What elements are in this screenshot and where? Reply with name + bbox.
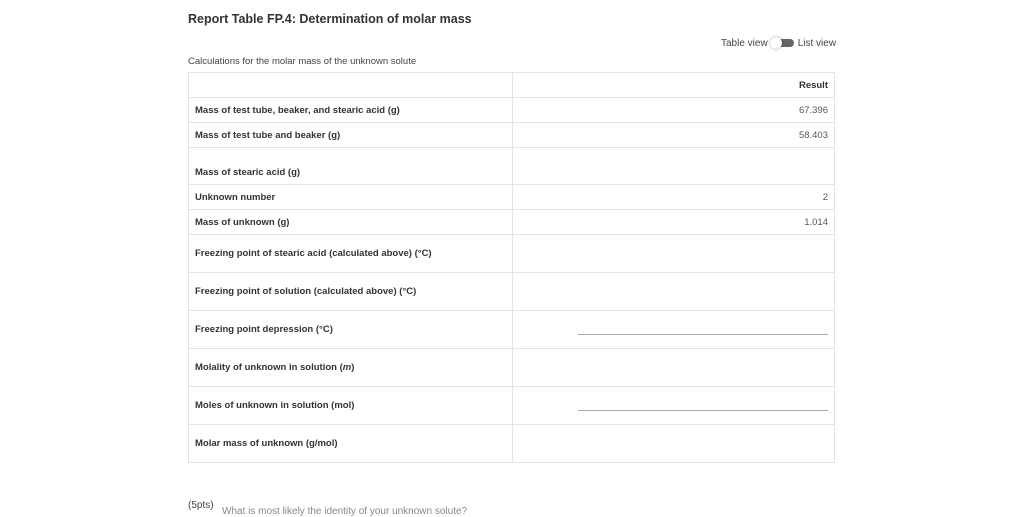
table-row [189, 235, 835, 273]
row-label: Molar mass of unknown (g/mol) [189, 425, 513, 463]
molality-label: Molality of unknown in solution (m) [195, 362, 355, 373]
row-label: Mass of stearic acid (g) [189, 148, 513, 185]
row-value: 1.014 [513, 210, 835, 235]
row-value: 67.396 [513, 98, 835, 123]
question-text-clip [222, 506, 480, 517]
row-label: Freezing point depression (°C) [189, 311, 513, 349]
row-label: Mass of unknown (g) [189, 210, 513, 235]
freezing-point-stearic-input[interactable] [513, 235, 835, 273]
row-label: Mass of test tube and beaker (g) [189, 123, 513, 148]
molality-unit: m [342, 362, 352, 373]
table-header-row [189, 73, 835, 98]
freezing-point-solution-input[interactable] [513, 273, 835, 311]
freezing-point-depression-input[interactable] [578, 324, 828, 335]
table-row [189, 273, 835, 311]
table-row [189, 425, 835, 463]
table-row [189, 349, 835, 387]
table-row [189, 148, 835, 185]
row-label [189, 349, 513, 387]
molar-mass-input[interactable] [513, 425, 835, 463]
row-label: Unknown number [189, 185, 513, 210]
row-value: 58.403 [513, 123, 835, 148]
table-row [189, 387, 835, 425]
row-label: Freezing point of solution (calculated above) (°C) [189, 273, 513, 311]
view-toggle[interactable] [721, 37, 836, 49]
table-row [189, 185, 835, 210]
report-table [188, 72, 835, 463]
row-label: Moles of unknown in solution (mol) [189, 387, 513, 425]
row-value: 2 [513, 185, 835, 210]
table-row [189, 123, 835, 148]
table-caption: Calculations for the molar mass of the unknown solute [188, 56, 417, 67]
table-row [189, 98, 835, 123]
moles-unknown-cell[interactable] [513, 387, 835, 425]
table-row [189, 311, 835, 349]
table-row [189, 210, 835, 235]
mass-stearic-acid-input[interactable] [513, 148, 835, 185]
question-points: (5pts) [188, 500, 214, 511]
header-cell-result: Result [513, 73, 835, 98]
header-cell-label [189, 73, 513, 98]
page-title: Report Table FP.4: Determination of molar mass [188, 12, 472, 26]
molality-input[interactable] [513, 349, 835, 387]
list-view-label[interactable]: List view [797, 37, 837, 49]
freezing-point-depression-cell[interactable] [513, 311, 835, 349]
switch-knob[interactable] [770, 37, 782, 49]
row-label: Mass of test tube, beaker, and stearic acid (g) [189, 98, 513, 123]
moles-unknown-input[interactable] [578, 400, 828, 411]
view-switch[interactable] [770, 37, 796, 49]
row-label: Freezing point of stearic acid (calculated above) (°C) [189, 235, 513, 273]
table-view-label[interactable]: Table view [721, 37, 768, 49]
question-text: What is most likely the identity of your unknown solute? [222, 506, 468, 517]
